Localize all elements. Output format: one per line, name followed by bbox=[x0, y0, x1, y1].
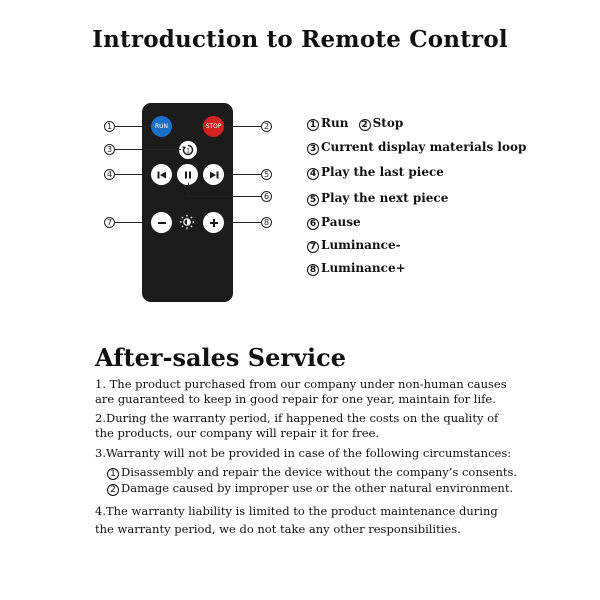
legend-text: Luminance+ bbox=[321, 261, 406, 275]
legend-item-pause bbox=[307, 215, 361, 230]
callout-line-2 bbox=[224, 126, 261, 127]
callout-2: 2 bbox=[261, 121, 272, 132]
section-heading: After-sales Service bbox=[95, 343, 346, 372]
legend-number: 2 bbox=[359, 119, 371, 131]
legend-text: Stop bbox=[372, 116, 404, 130]
pause-button[interactable] bbox=[177, 164, 198, 185]
callout-line-1 bbox=[115, 126, 151, 127]
callout-5: 5 bbox=[261, 169, 272, 180]
callout-line-6-vertical bbox=[188, 183, 189, 196]
legend-number: 7 bbox=[307, 241, 319, 253]
subitem-text: Damage caused by improper use or the other natural environment. bbox=[121, 481, 514, 495]
legend-text: Play the next piece bbox=[321, 191, 449, 205]
callout-6: 6 bbox=[261, 191, 272, 202]
page-title: Introduction to Remote Control bbox=[92, 26, 508, 53]
brightness-icon bbox=[179, 214, 195, 234]
legend-number: 6 bbox=[307, 218, 319, 230]
previous-button[interactable] bbox=[151, 164, 172, 185]
legend-text: Play the last piece bbox=[321, 165, 444, 179]
callout-line-7 bbox=[115, 222, 151, 223]
legend-number: 8 bbox=[307, 264, 319, 276]
loop-icon bbox=[181, 143, 195, 157]
skip-previous-icon bbox=[156, 169, 168, 181]
legend-text: Run bbox=[321, 116, 349, 130]
legend-number: 4 bbox=[307, 168, 319, 180]
legend-number: 5 bbox=[307, 194, 319, 206]
subitem-number: 2 bbox=[107, 484, 119, 496]
subitem-number: 1 bbox=[107, 468, 119, 480]
skip-next-icon bbox=[208, 169, 220, 181]
svg-text:1: 1 bbox=[186, 147, 190, 155]
callout-8: 8 bbox=[261, 217, 272, 228]
next-button[interactable] bbox=[203, 164, 224, 185]
service-paragraph-1: 1. The product purchased from our company under non-human causes are guaranteed to keep in good repair for one year, maintain for life. bbox=[95, 377, 507, 406]
luminance-up-button[interactable] bbox=[203, 212, 224, 233]
legend-item-run-stop bbox=[307, 116, 403, 131]
remote-control bbox=[142, 103, 233, 302]
legend-number: 1 bbox=[307, 119, 319, 131]
callout-3: 3 bbox=[104, 144, 115, 155]
legend-item-loop bbox=[307, 140, 526, 155]
legend-item-next bbox=[307, 191, 448, 206]
legend-item-last bbox=[307, 165, 444, 180]
loop-button[interactable] bbox=[179, 141, 197, 159]
subitem-text: Disassembly and repair the device without the company’s consents. bbox=[121, 465, 518, 479]
legend-text: Luminance- bbox=[321, 238, 401, 252]
plus-icon bbox=[208, 217, 220, 229]
callout-line-8 bbox=[224, 222, 261, 223]
service-paragraph-2: 2.During the warranty period, if happened the costs on the quality of the products, our company will repair it for free. bbox=[95, 411, 499, 440]
callout-line-6 bbox=[188, 196, 261, 197]
service-subitem-2 bbox=[107, 481, 513, 496]
stop-button[interactable]: STOP bbox=[203, 116, 224, 137]
legend-text: Current display materials loop bbox=[321, 140, 527, 154]
service-paragraph-3: 3.Warranty will not be provided in case of the following circumstances: bbox=[95, 446, 512, 460]
service-paragraph-4: 4.The warranty liability is limited to the product maintenance during the warranty period, we do not take any other responsibilities. bbox=[95, 504, 498, 536]
callout-line-4 bbox=[115, 174, 151, 175]
callout-7: 7 bbox=[104, 217, 115, 228]
pause-icon bbox=[182, 169, 194, 181]
callout-line-3 bbox=[115, 149, 181, 150]
callout-4: 4 bbox=[104, 169, 115, 180]
callout-line-5 bbox=[224, 174, 261, 175]
luminance-down-button[interactable] bbox=[151, 212, 172, 233]
legend-item-luminance-down bbox=[307, 238, 401, 253]
service-subitem-1 bbox=[107, 465, 517, 480]
legend-item-luminance-up bbox=[307, 261, 406, 276]
run-button[interactable]: RUN bbox=[151, 116, 172, 137]
callout-1: 1 bbox=[104, 121, 115, 132]
minus-icon bbox=[156, 217, 168, 229]
legend-text: Pause bbox=[321, 215, 361, 229]
legend-number: 3 bbox=[307, 143, 319, 155]
